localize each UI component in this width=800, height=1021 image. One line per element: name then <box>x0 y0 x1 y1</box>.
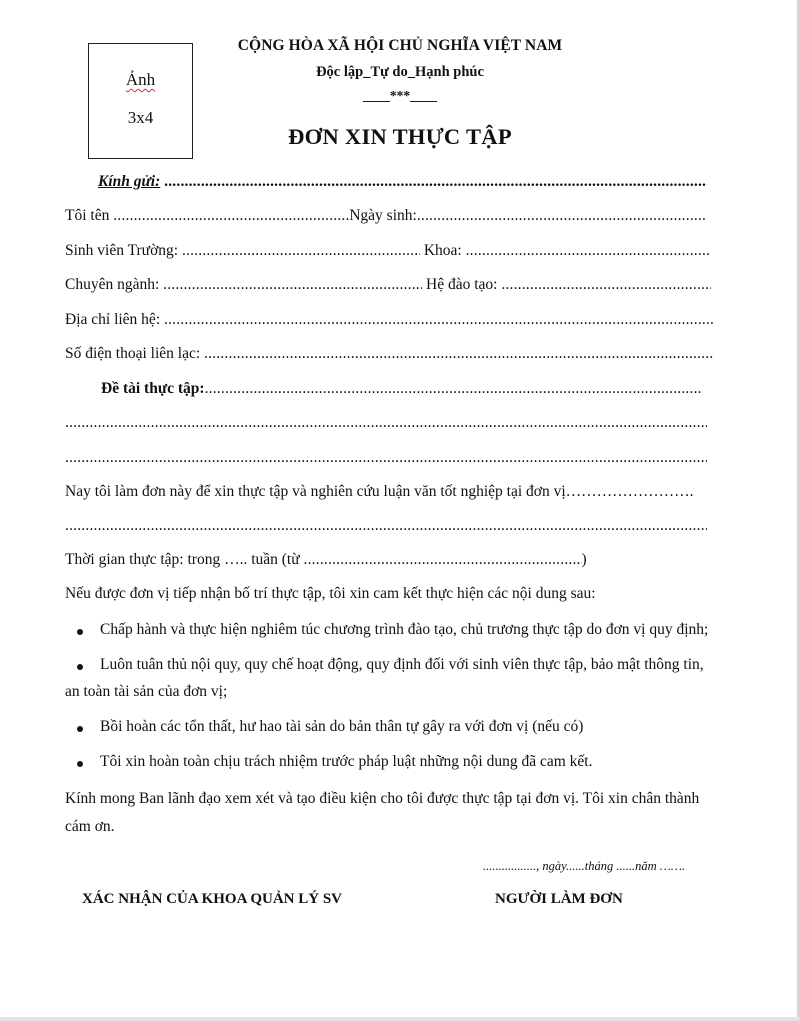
commitment-item: Luôn tuân thủ nội quy, quy chế hoạt động, quy định đối với sinh viên thực tập, bảo mật thông tin, <box>100 656 704 673</box>
bullet-icon <box>77 726 83 732</box>
topic-continuation-1 <box>65 414 707 432</box>
name-row <box>65 207 707 225</box>
address-row <box>65 311 714 329</box>
major-row <box>65 276 711 294</box>
school-field[interactable] <box>182 242 420 260</box>
page-edge-bottom <box>0 1017 800 1021</box>
request-text: Nay tôi làm đơn này để xin thực tập và nghiên cứu luận văn tốt nghiệp tại đơn vị……………………. <box>65 483 694 500</box>
dob-label: Ngày sinh: <box>349 207 417 224</box>
recipient-field[interactable] <box>164 173 707 191</box>
request-continuation <box>65 517 707 535</box>
major-field[interactable] <box>163 276 422 294</box>
name-label: Tôi tên <box>65 207 110 224</box>
header-separator: ____***____ <box>362 88 438 103</box>
commitment-item: Tôi xin hoàn toàn chịu trách nhiệm trước pháp luật những nội dung đã cam kết. <box>100 753 593 770</box>
bullet-icon <box>77 664 83 670</box>
school-row <box>65 242 710 260</box>
topic-field[interactable] <box>205 380 703 398</box>
faculty-label: Khoa: <box>423 242 462 259</box>
commitment-item: Bồi hoàn các tổn thất, hư hao tài sản do bản thân tự gây ra với đơn vị (nếu có) <box>100 718 584 735</box>
bullet-icon <box>77 761 83 767</box>
dob-field[interactable] <box>417 207 707 225</box>
commitment-item: Chấp hành và thực hiện nghiêm túc chương trình đào tạo, chủ trương thực tập do đơn vị quy định; <box>100 621 709 638</box>
name-field[interactable] <box>113 207 349 225</box>
major-label: Chuyên ngành: <box>65 276 160 293</box>
phone-label: Số điện thoại liên lạc: <box>65 345 201 362</box>
national-motto: Độc lập_Tự do_Hạnh phúc <box>316 64 484 80</box>
duration-prefix: Thời gian thực tập: trong ….. tuần (từ <box>65 551 300 568</box>
topic-label: Đề tài thực tập: <box>101 380 205 397</box>
duration-field[interactable] <box>304 551 582 569</box>
photo-label <box>89 70 192 90</box>
faculty-field[interactable] <box>466 242 710 260</box>
commitment-item-continuation: an toàn tài sản của đơn vị; <box>65 683 228 700</box>
photo-placeholder <box>88 43 193 159</box>
address-field[interactable] <box>164 311 714 329</box>
training-type-label: Hệ đào tạo: <box>426 276 498 293</box>
closing-line-1: Kính mong Ban lãnh đạo xem xét và tạo điều kiện cho tôi được thực tập tại đơn vị. Tôi xin chân thành <box>65 790 700 807</box>
phone-field[interactable] <box>204 345 714 363</box>
topic-continuation-2 <box>65 449 707 467</box>
duration-row <box>65 551 587 569</box>
topic-field-line-2[interactable] <box>65 414 707 432</box>
recipient-label: Kính gửi: <box>98 173 161 190</box>
date-line: ................., ngày......tháng ......năm ……. <box>483 859 686 873</box>
photo-label-text: Ảnh <box>125 70 156 89</box>
closing-line-2: cám ơn. <box>65 818 115 835</box>
photo-size: 3x4 <box>127 108 154 127</box>
national-header: CỘNG HÒA XÃ HỘI CHỦ NGHĨA VIỆT NAM <box>237 37 563 54</box>
school-label: Sinh viên Trường: <box>65 242 179 259</box>
phone-row <box>65 345 714 363</box>
training-type-field[interactable] <box>501 276 711 294</box>
faculty-confirmation-label: XÁC NHẬN CỦA KHOA QUẢN LÝ SV <box>82 891 343 907</box>
bullet-icon <box>77 629 83 635</box>
recipient-row <box>98 173 707 191</box>
commitment-intro: Nếu được đơn vị tiếp nhận bố trí thực tập, tôi xin cam kết thực hiện các nội dung sau: <box>65 585 596 602</box>
duration-suffix: ) <box>581 551 587 568</box>
topic-row <box>101 380 703 398</box>
request-row <box>65 483 694 501</box>
address-label: Địa chỉ liên hệ: <box>65 311 161 328</box>
applicant-signature-label: NGƯỜI LÀM ĐƠN <box>495 891 623 907</box>
document-title: ĐƠN XIN THỰC TẬP <box>288 124 512 149</box>
request-unit-field[interactable] <box>65 517 707 535</box>
topic-field-line-3[interactable] <box>65 449 707 467</box>
